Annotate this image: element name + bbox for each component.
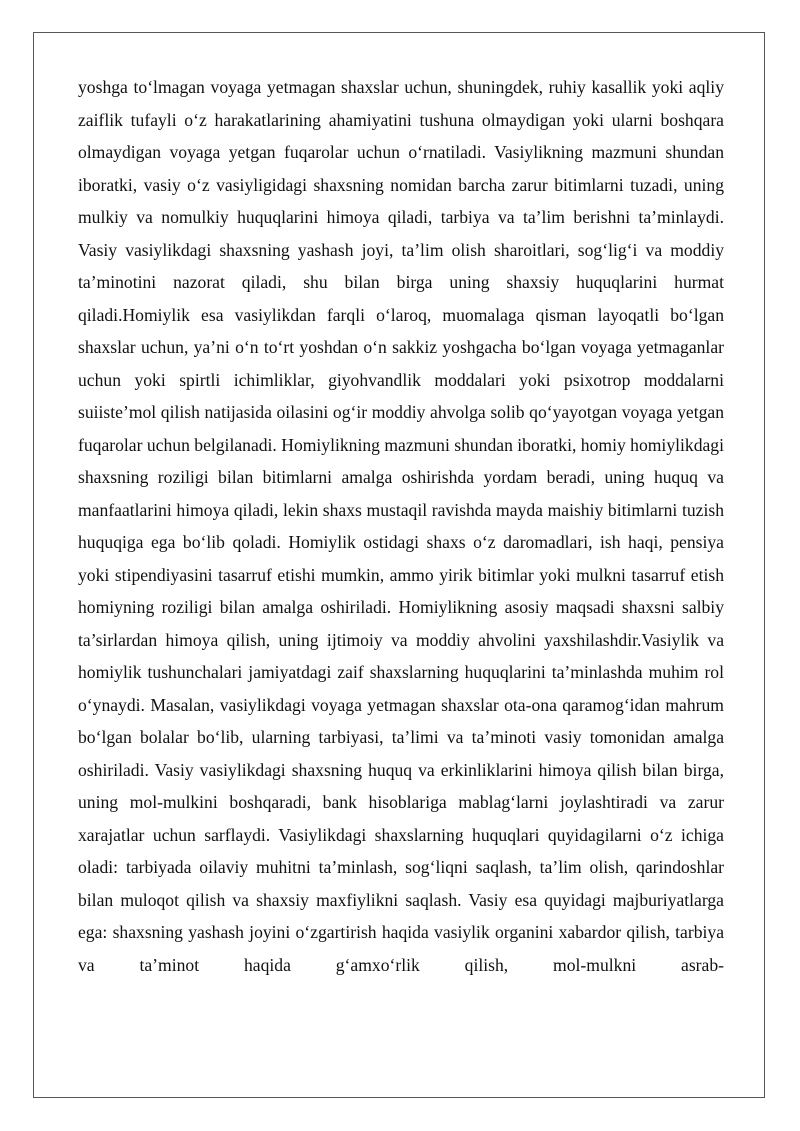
document-body-text: yoshga to‘lmagan voyaga yetmagan shaxslar uchun, shuningdek, ruhiy kasallik yoki aqliy zaiflik tufayli o‘z harakatlarining ahamiyatini tushuna olmaydigan yoki ularni boshqara olmaydigan voyaga yetgan fuqarolar uchun o‘rnatiladi. Vasiylikning mazmuni shundan iboratki, vasiy o‘z vasiyligidagi shaxsning nomidan barcha zarur bitimlarni tuzadi, uning mulkiy va nomulkiy huquqlarini himoya qiladi, tarbiya va ta’lim berishni ta’minlaydi. Vasiy vasiylikdagi shaxsning yashash joyi, ta’lim olish sharoitlari, sog‘lig‘i va moddiy ta’minotini nazorat qiladi, shu bilan birga uning shaxsiy huquqlarini hurmat qiladi.Homiylik esa vasiylikdan farqli o‘laroq, muomalaga qisman layoqatli bo‘lgan shaxslar uchun, ya’ni o‘n to‘rt yoshdan o‘n sakkiz yoshgacha bo‘lgan voyaga yetmaganlar uchun yoki spirtli ichimliklar, giyohvandlik moddalari yoki psixotrop moddalarni suiiste’mol qilish natijasida oilasini og‘ir moddiy ahvolga solib qo‘yayotgan voyaga yetgan fuqarolar uchun belgilanadi. Homiylikning mazmuni shundan iboratki, homiy homiylikdagi shaxsning roziligi bilan bitimlarni amalga oshirishda yordam beradi, uning huquq va manfaatlarini himoya qiladi, lekin shaxs mustaqil ravishda mayda maishiy bitimlarni tuzish huquqiga ega bo‘lib qoladi. Homiylik ostidagi shaxs o‘z daromadlari, ish haqi, pensiya yoki stipendiyasini tasarruf etishi mumkin, ammo yirik bitimlar yoki mulkni tasarruf etish homiyning roziligi bilan amalga oshiriladi. Homiylikning asosiy maqsadi shaxsni salbiy ta’sirlardan himoya qilish, uning ijtimoiy va moddiy ahvolini yaxshilashdir.Vasiylik va homiylik tushunchalari jamiyatdagi zaif shaxslarning huquqlarini ta’minlashda muhim rol o‘ynaydi. Masalan, vasiylikdagi voyaga yetmagan shaxslar ota-ona qaramog‘idan mahrum bo‘lgan bolalar bo‘lib, ularning tarbiyasi, ta’limi va ta’minoti vasiy tomonidan amalga oshiriladi. Vasiy vasiylikdagi shaxsning huquq va erkinliklarini himoya qilish bilan birga, uning mol-mulkini boshqaradi, bank hisoblariga mablag‘larni joylashtiradi va zarur xarajatlar uchun sarflaydi. Vasiylikdagi shaxslarning huquqlari quyidagilarni o‘z ichiga oladi: tarbiyada oilaviy muhitni ta’minlash, sog‘liqni saqlash, ta’lim olish, qarindoshlar bilan muloqot qilish va shaxsiy maxfiylikni saqlash. Vasiy esa quyidagi majburiyatlarga ega: shaxsning yashash joyini o‘zgartirish haqida vasiylik organini xabardor qilish, tarbiya va ta’minot haqida g‘amxo‘rlik qilish, mol-mulkni asrab-: [78, 77, 724, 975]
